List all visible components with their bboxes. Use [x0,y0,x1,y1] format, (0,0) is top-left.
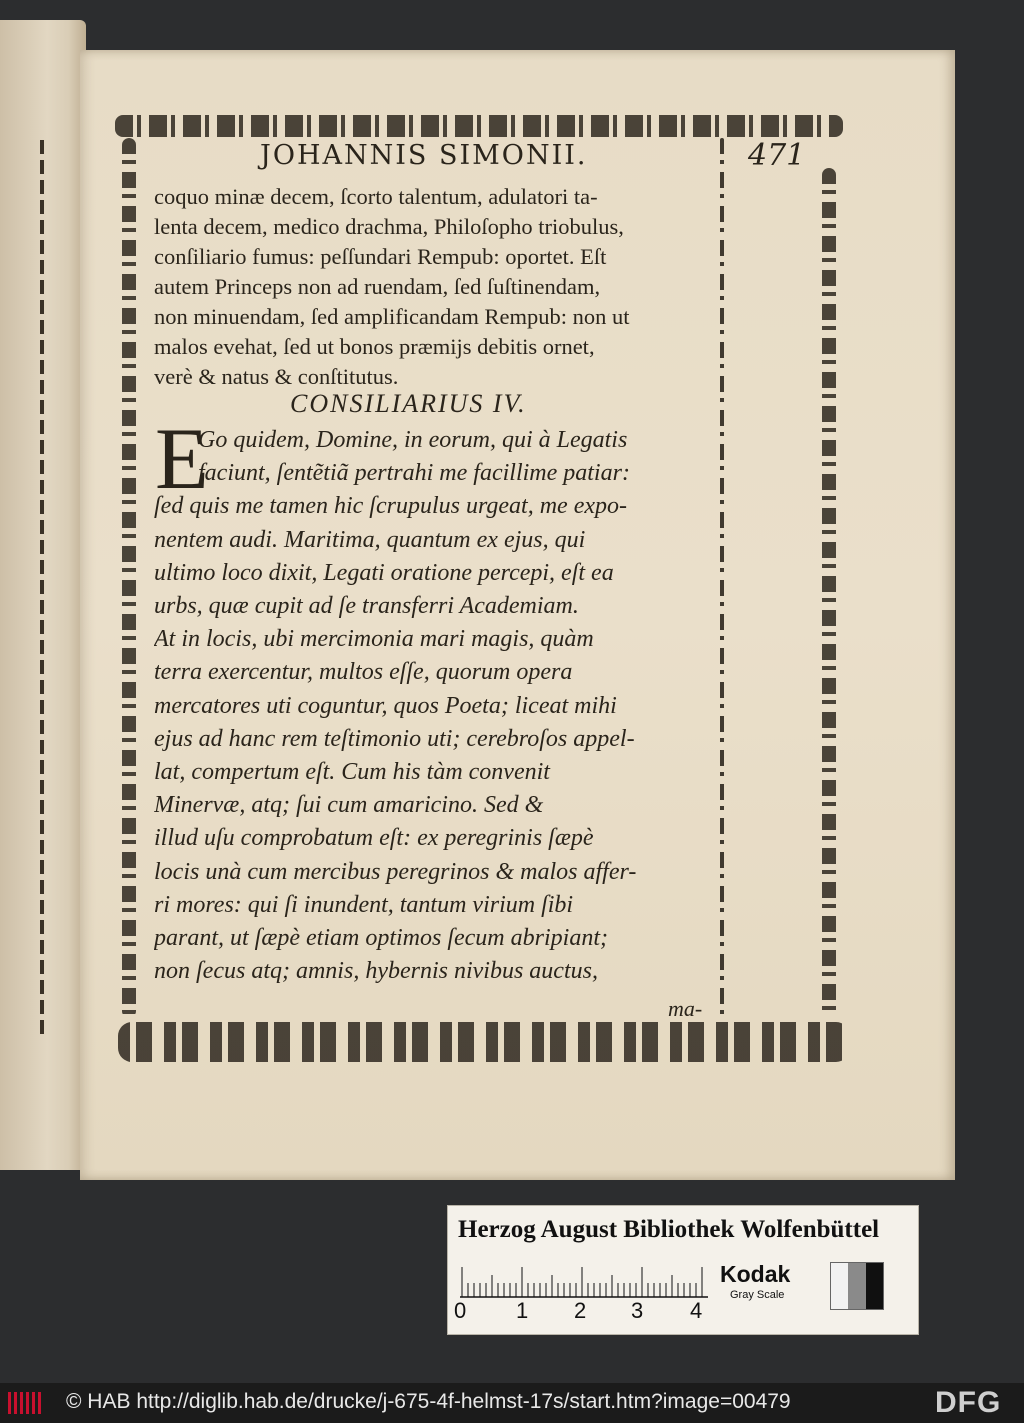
footer-bar [0,1383,1024,1423]
gray-patch-dark [866,1263,883,1309]
text-line: malos evehat, ſed ut bonos præmijs debitis ornet, [154,334,595,359]
text-line: conſiliario fumus: peſſundari Rempub: oportet. Eſt [154,244,607,269]
text-line: locis unà cum mercibus peregrinos & malos affer- [154,858,637,885]
text-line: illud uſu comprobatum eſt: ex peregrinis ſæpè [154,825,594,852]
kodak-logo: Kodak [720,1261,791,1287]
text-line: terra exercentur, multos eſſe, quorum opera [154,659,573,686]
gray-patch-mid [848,1263,865,1309]
catchword: ma- [668,996,703,1021]
page-number: 471 [748,138,806,173]
ruler-number: 2 [574,1298,587,1323]
text-line: mercatores uti coguntur, quos Poeta; liceat mihi [154,692,617,719]
running-head: JOHANNIS SIMONII. [260,140,588,171]
ornament-border-bottom [118,1022,850,1062]
library-name: Herzog August Bibliothek Wolfenbüttel [458,1216,880,1243]
previous-page-border [40,140,44,1040]
ruler-scale [460,1264,708,1298]
body-text-italic [154,424,722,988]
text-line: ri mores: qui ſi inundent, tantum virium ſibi [154,891,574,918]
text-line: ultimo loco dixit, Legati oratione percepi, eſt ea [154,559,614,586]
gray-scale-patches [830,1262,884,1310]
ruler-number: 1 [516,1298,529,1323]
dfg-logo: DFG [935,1386,1002,1419]
body-text-roman [154,182,719,392]
text-line: ejus ad hanc rem teſtimonio uti; cerebroſos appel- [154,725,635,752]
text-line: faciunt, ſentẽtiã pertrahi me facillime patiar: [198,460,630,487]
drop-cap: E [155,411,209,508]
ruler-number: 3 [631,1298,644,1323]
ornament-border-right [822,168,836,1018]
text-line: lat, compertum eſt. Cum his tàm convenit [154,759,550,786]
scale-target-card [447,1205,919,1335]
text-line: non ſecus atq; amnis, hybernis nivibus auctus, [154,958,598,985]
text-line: lenta decem, medico drachma, Philoſopho triobulus, [154,214,624,239]
gray-scale-label: Gray Scale [730,1289,785,1301]
ruler-ticks [460,1264,708,1298]
ruler-number: 4 [690,1298,703,1323]
text-line: nentem audi. Maritima, quantum ex ejus, qui [154,526,586,553]
text-line: non minuendam, ſed amplificandam Rempub: non ut [154,304,630,329]
text-line: coquo minæ decem, ſcorto talentum, adulatori ta- [154,184,598,209]
text-line: verè & natus & conſtitutus. [154,364,399,389]
ornament-border-left [122,138,136,1018]
text-line: parant, ut ſæpè etiam optimos ſecum abripiant; [154,925,608,952]
footer-url[interactable]: © HAB http://diglib.hab.de/drucke/j-675-4f-helmst-17s/start.htm?image=00479 [66,1390,791,1413]
ornament-border-top [115,115,843,137]
text-line: autem Princeps non ad ruendam, ſed ſuſtinendam, [154,274,601,299]
hab-logo-icon [8,1392,42,1414]
text-line: Minervæ, atq; ſui cum amaricino. Sed & [154,792,544,819]
text-line: ſed quis me tamen hic ſcrupulus urgeat, me expo- [154,493,628,520]
ruler-number: 0 [454,1298,467,1323]
text-line: Go quidem, Domine, in eorum, qui à Legatis [198,427,628,453]
text-line: urbs, quæ cupit ad ſe transferri Academiam. [154,593,579,620]
ruler-numbers [454,1298,714,1328]
previous-page-edge [0,20,86,1170]
gray-patch-light [831,1263,848,1309]
section-heading: CONSILIARIUS IV. [290,389,527,418]
text-line: At in locis, ubi mercimonia mari magis, quàm [154,626,594,653]
